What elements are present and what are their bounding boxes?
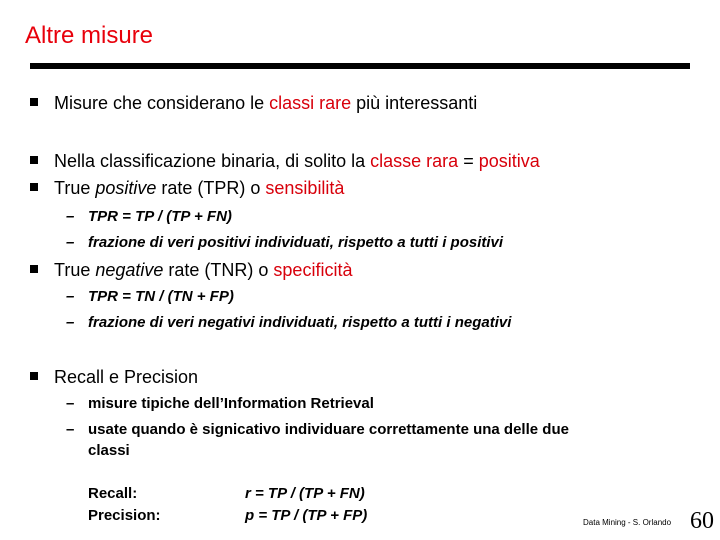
bullet-highlight-rare-class: classe rara — [370, 151, 459, 171]
bullet-highlight-specificity: specificità — [273, 260, 353, 280]
bullet-equals: = — [458, 151, 479, 171]
bullet-italic: positive — [95, 178, 157, 198]
square-bullet-icon — [30, 156, 38, 164]
dash-mark: – — [66, 208, 75, 225]
sub-bullet-text: usate quando è signicativo individuare correttamente una delle due — [88, 421, 569, 438]
recall-formula: r = TP / (TP + FN) — [245, 485, 365, 502]
bullet-text: True — [54, 178, 96, 198]
sub-bullet-continuation: classi — [88, 442, 130, 459]
bullet-text-rest: più interessanti — [351, 93, 478, 113]
slide-title: Altre misure — [25, 22, 154, 49]
bullet-highlight: classi rare — [269, 93, 352, 113]
bullet-italic: negative — [95, 260, 164, 280]
precision-label: Precision: — [88, 507, 161, 524]
sub-bullet-tnr-definition — [66, 314, 511, 331]
sub-bullet-text: TPR = TP / (TP + FN) — [88, 208, 232, 225]
sub-bullet-tpr-definition — [66, 234, 503, 251]
bullet-highlight-positive: positiva — [478, 151, 540, 171]
bullet-text: Recall e Precision — [54, 367, 199, 387]
sub-bullet-text: frazione di veri negativi individuati, rispetto a tutti i negativi — [88, 314, 512, 331]
square-bullet-icon — [30, 372, 38, 380]
sub-bullet-text: frazione di veri positivi individuati, rispetto a tutti i positivi — [88, 234, 504, 251]
bullet-text-post: rate (TPR) o — [156, 178, 266, 198]
sub-bullet-text: TPR = TN / (TN + FP) — [88, 288, 234, 305]
page-number: 60 — [690, 508, 714, 534]
sub-bullet-tnr-formula — [66, 288, 234, 305]
sub-bullet-ir-measures — [66, 395, 374, 412]
sub-bullet-tpr-formula — [66, 208, 232, 225]
square-bullet-icon — [30, 98, 38, 106]
recall-label: Recall: — [88, 485, 138, 502]
footer-credit: Data Mining - S. Orlando — [583, 518, 672, 527]
dash-mark: – — [66, 395, 75, 412]
dash-mark: – — [66, 421, 75, 438]
bullet-text: True — [54, 260, 96, 280]
bullet-text-post: rate (TNR) o — [163, 260, 274, 280]
bullet-text: Nella classificazione binaria, di solito la — [54, 151, 371, 171]
bullet-tnr — [30, 260, 352, 281]
title-divider — [30, 63, 690, 69]
bullet-tpr — [30, 178, 344, 199]
sub-bullet-usage — [66, 421, 569, 438]
dash-mark: – — [66, 288, 75, 305]
bullet-binary-classification — [30, 151, 540, 172]
bullet-text: Misure che considerano le — [54, 93, 270, 113]
precision-formula: p = TP / (TP + FP) — [245, 507, 368, 524]
bullet-recall-precision — [30, 367, 198, 388]
square-bullet-icon — [30, 183, 38, 191]
bullet-highlight-sensitivity: sensibilità — [265, 178, 345, 198]
dash-mark: – — [66, 234, 75, 251]
bullet-rare-classes — [30, 93, 477, 114]
sub-bullet-text: misure tipiche dell’Information Retrieval — [88, 395, 374, 412]
dash-mark: – — [66, 314, 75, 331]
square-bullet-icon — [30, 265, 38, 273]
